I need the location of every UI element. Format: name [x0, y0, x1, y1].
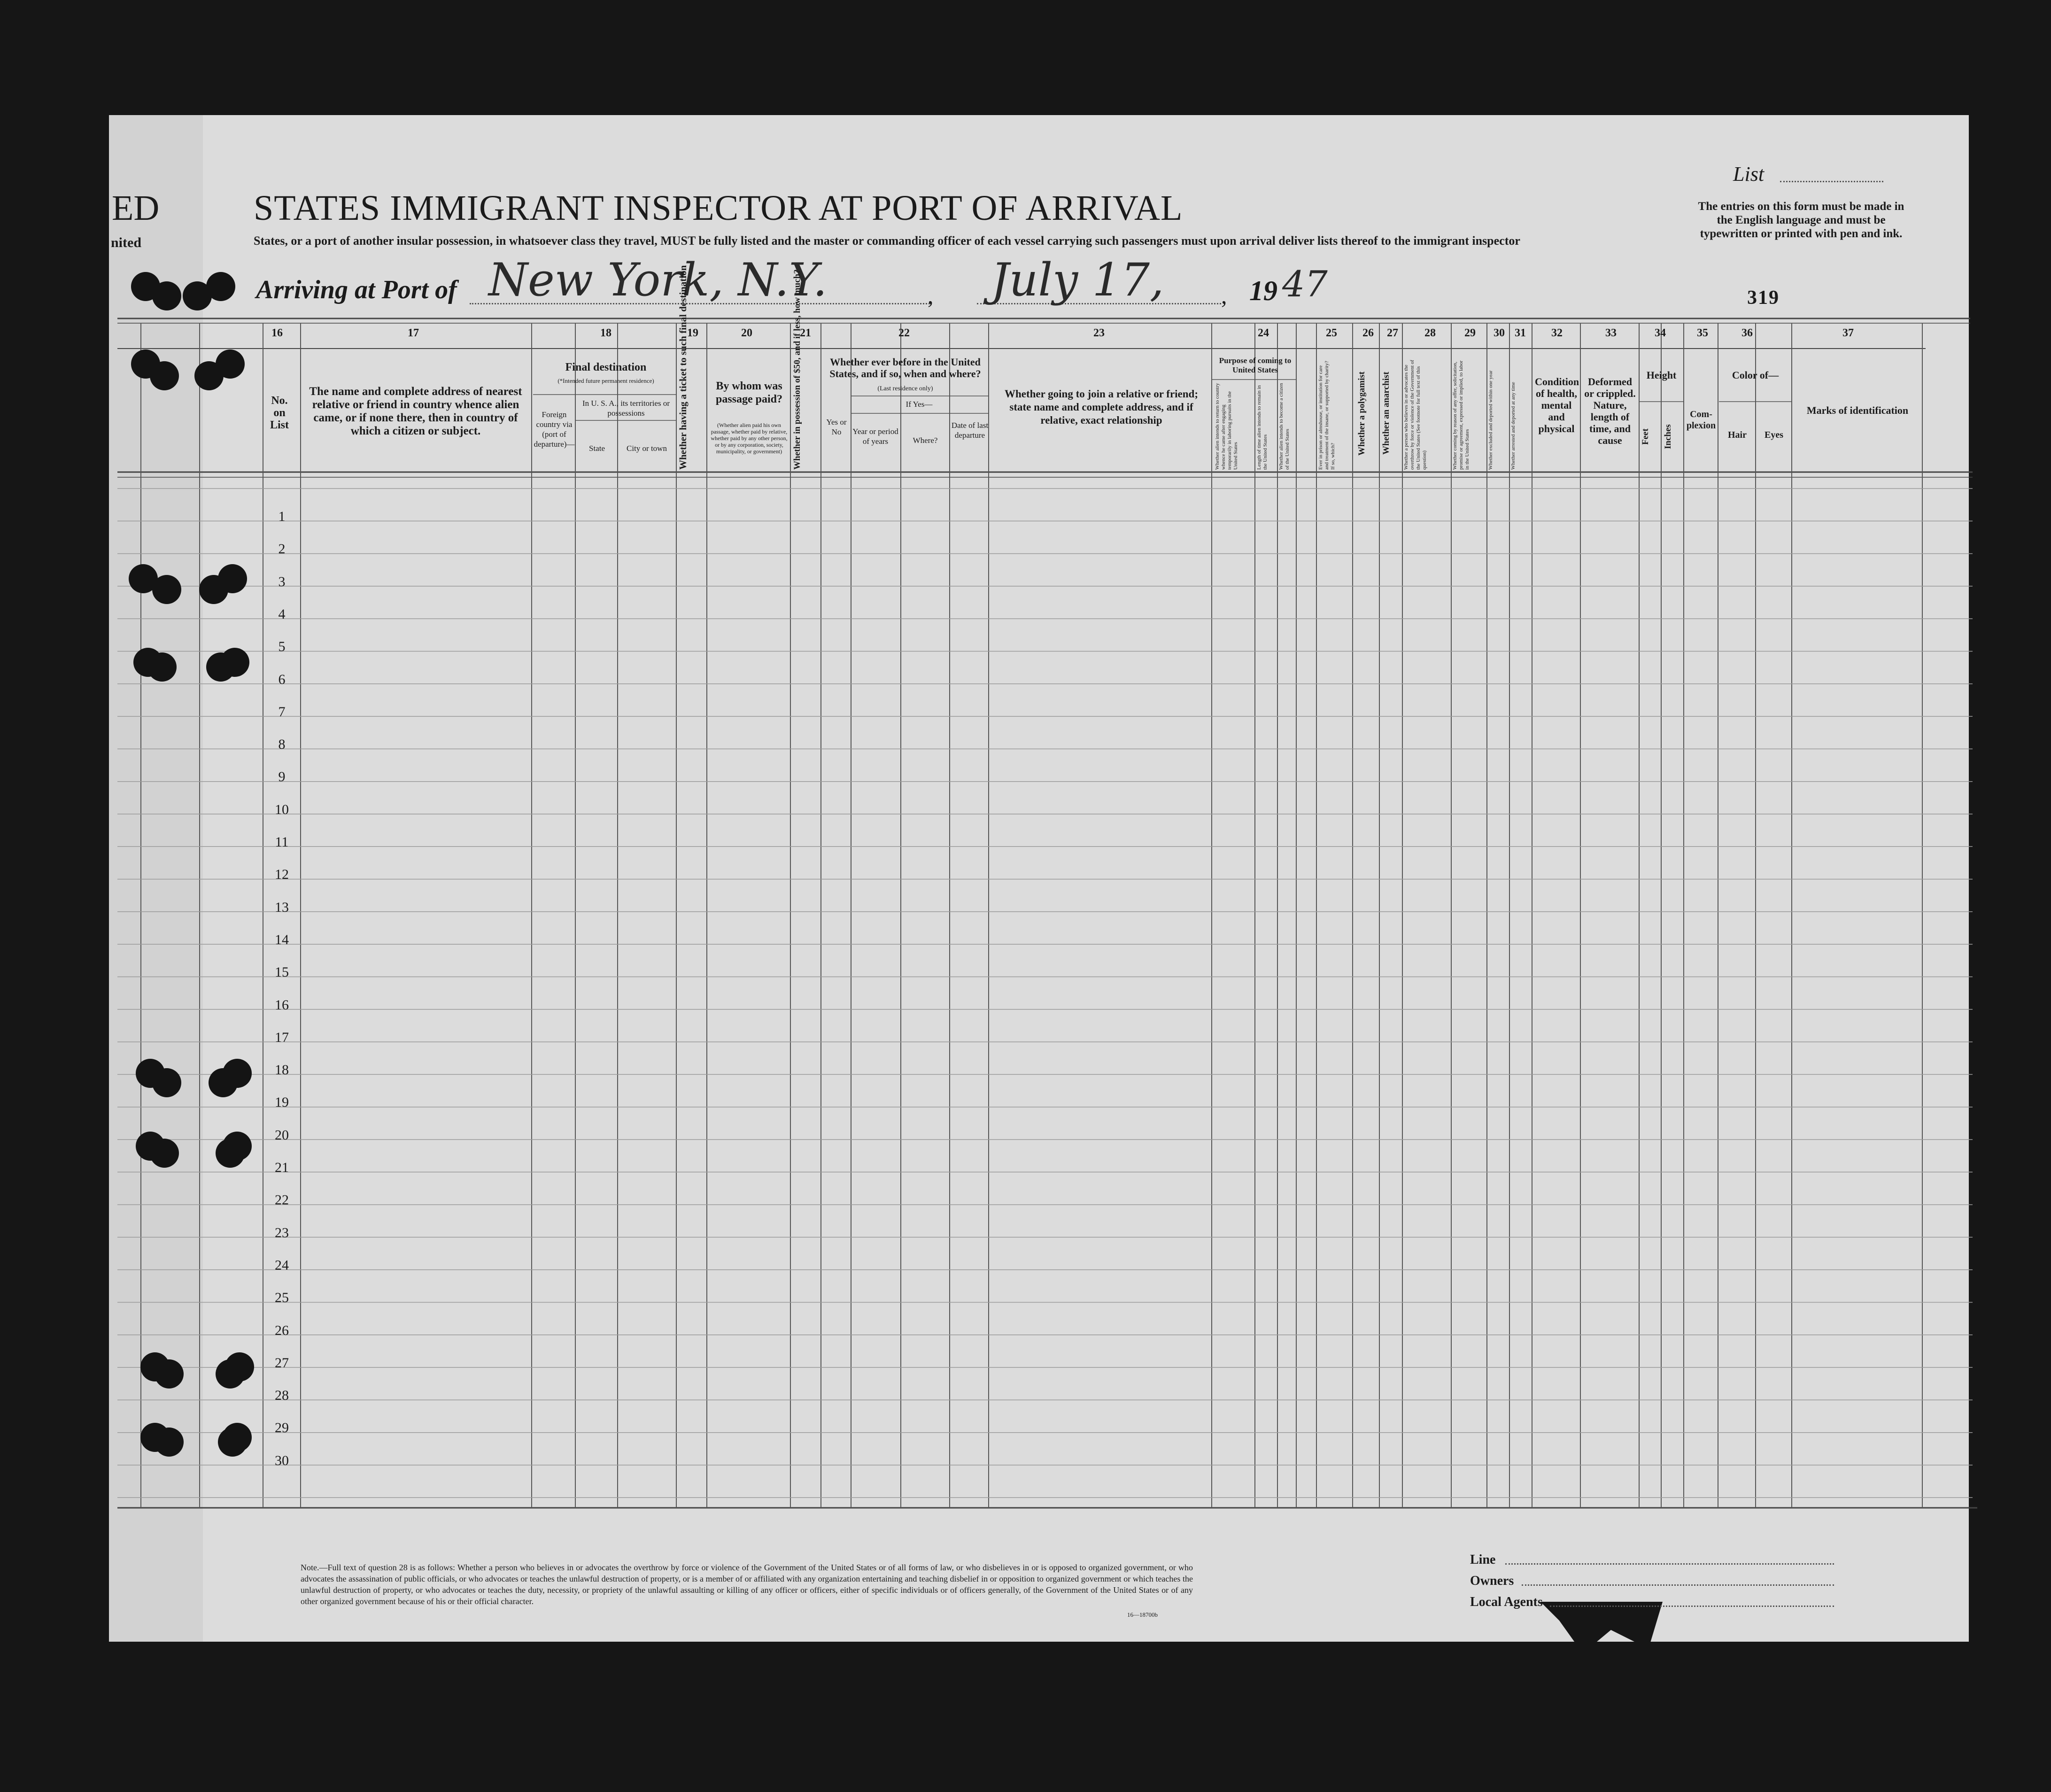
punch-hole — [152, 281, 181, 310]
header-passage-paid: By whom was passage paid? — [715, 380, 783, 405]
row-number: 8 — [278, 737, 286, 752]
header-complexion: Com-plexion — [1686, 409, 1716, 431]
col-num-18: 18 — [600, 327, 611, 339]
punch-hole — [218, 564, 247, 593]
row-number: 5 — [278, 639, 286, 655]
row-number: 30 — [275, 1452, 289, 1468]
header-hair: Hair — [1728, 430, 1747, 440]
row-number: 1 — [278, 509, 286, 524]
left-fragment-word: nited — [111, 235, 142, 250]
header-date-last-departure: Date of last departure — [951, 421, 989, 440]
row-number: 4 — [278, 606, 286, 622]
header-purpose-citizen: Whether alien intends to become a citizen of the United States — [1278, 383, 1290, 470]
page-number: 319 — [1747, 287, 1780, 309]
header-city: City or town — [627, 444, 667, 453]
header-nearest-relative: The name and complete address of nearest relative or friend in country whence alien came, or if none there, then in country of which a citizen or subject. — [309, 385, 522, 437]
punch-hole — [152, 575, 181, 604]
punch-hole — [155, 1359, 184, 1389]
comma-2: , — [1221, 282, 1227, 309]
row-number: 23 — [275, 1225, 289, 1241]
header-where: Where? — [913, 436, 938, 445]
year-handwritten: 47 — [1282, 263, 1328, 305]
col-num-26: 26 — [1362, 327, 1374, 339]
footnote-question-28: Note.—Full text of question 28 is as follows: Whether a person who believes in or advocates the overthrow by force or violence of the Government of the United States or of all forms of law, or who disbelieves in or is opposed to organized government, or who advocates the assassination of public officials, or who advocates or teaches the unlawful destruction of property, or is a member of or affiliated with any organization entertaining and teaching disbelief in or opposition to organized government or which teaches the unlawful destruction of property, or who advocates or teaches the duty, necessity, or propriety of the unlawful assaulting or killing of any officer or officers, either of specific individuals or of officers generally, of the Government of the United States or of any other organized government because of his or their official character. — [301, 1563, 1193, 1606]
line-field — [1505, 1563, 1834, 1565]
col-num-35: 35 — [1697, 327, 1708, 339]
header-yes-or-no: Yes or No — [826, 418, 847, 436]
header-purpose-length: Length of time alien intends to remain in the United States — [1256, 385, 1268, 470]
header-condition: Condition of health, mental and physical — [1535, 376, 1579, 434]
header-final-destination: Final destination — [565, 361, 647, 373]
punch-hole — [152, 1068, 181, 1097]
col-num-20: 20 — [741, 327, 752, 339]
punch-hole — [223, 1423, 252, 1452]
year-printed: 19 — [1249, 275, 1277, 306]
title-fragment: ED — [112, 188, 160, 228]
header-in-usa: In U. S. A., its territories or possessions — [582, 399, 670, 418]
header-purpose-return: Whether alien intends to return to country whence he came after engaging temporarily in laboring pursuits in the United States — [1215, 383, 1238, 470]
header-inches: Inches — [1663, 424, 1673, 450]
header-marks: Marks of identification — [1806, 404, 1909, 416]
header-eyes: Eyes — [1765, 430, 1783, 440]
header-year-or-period: Year or period of years — [852, 427, 898, 446]
comma: , — [928, 282, 934, 309]
punch-hole — [206, 272, 235, 301]
header-overthrow: Whether a person who believes in or advocates the overthrow by force or violence of the Government of the United States (See footnote for full text of this question) — [1403, 360, 1427, 470]
col-num-36: 36 — [1741, 327, 1753, 339]
row-number: 11 — [275, 834, 289, 850]
punch-hole — [150, 1139, 179, 1168]
header-purpose: Purpose of coming to United States — [1219, 356, 1292, 374]
row-number: 19 — [275, 1094, 289, 1110]
row-number: 22 — [275, 1192, 289, 1208]
col-num-28: 28 — [1424, 327, 1436, 339]
row-number: 25 — [275, 1290, 289, 1306]
header-arrested: Whether arrested and deported at any time — [1510, 382, 1516, 470]
row-number: 14 — [275, 931, 289, 947]
row-number: 12 — [275, 867, 289, 883]
header-ever-before-in-us: Whether ever before in the United States, and if so, when and where? — [829, 356, 981, 380]
header-offer-to-labor: Whether coming by reason of any offer, solicitation, promise or agreement, expressed or implied, to labor in the United States — [1452, 360, 1470, 470]
row-number: 21 — [275, 1160, 289, 1175]
col-num-21: 21 — [800, 327, 811, 339]
header-going-to-join: Whether going to join a relative or friend; state name and complete address, and if relative, exact relationship — [1004, 388, 1199, 426]
page-title: STATES IMMIGRANT INSPECTOR AT PORT OF ARRIVAL — [254, 188, 1183, 228]
date-handwritten: July 17, — [991, 254, 1164, 306]
instructions-note: The entries on this form must be made in the English language and must be typewritten or printed with pen and ink. — [1698, 200, 1904, 240]
col-num-27: 27 — [1387, 327, 1398, 339]
header-passage-paid-note: (Whether alien paid his own passage, whether paid by relative, whether paid by any other person, or by any corporation, society, municipality, or government) — [711, 422, 788, 455]
owners-label: Owners — [1470, 1574, 1514, 1588]
col-num-29: 29 — [1464, 327, 1476, 339]
line-label: Line — [1470, 1552, 1496, 1567]
header-prison: Ever in prison or almshouse, or institution for care and treatment of the insane, or supported by charity? If so, which? — [1318, 361, 1336, 470]
header-color-of: Color of— — [1732, 369, 1779, 381]
header-state: State — [589, 444, 605, 453]
row-number: 24 — [275, 1257, 289, 1273]
list-label: List — [1733, 163, 1765, 186]
row-number: 6 — [278, 671, 286, 687]
local-agents-label: Local Agents — [1470, 1595, 1543, 1609]
row-number: 15 — [275, 964, 289, 980]
row-number: 16 — [275, 997, 289, 1013]
header-height: Height — [1646, 369, 1677, 381]
row-number: 10 — [275, 801, 289, 817]
punch-hole — [155, 1427, 184, 1457]
row-number: 3 — [278, 574, 286, 590]
row-number: 27 — [275, 1355, 289, 1371]
header-if-yes: If Yes— — [906, 400, 933, 409]
row-number: 7 — [278, 704, 286, 720]
row-number: 26 — [275, 1322, 289, 1338]
col-num-19: 19 — [687, 327, 698, 339]
row-number: 13 — [275, 899, 289, 915]
punch-hole — [225, 1352, 254, 1381]
row-number: 18 — [275, 1062, 289, 1078]
col-num-25: 25 — [1326, 327, 1337, 339]
row-number: 9 — [278, 769, 286, 785]
row-number: 20 — [275, 1127, 289, 1143]
col-num-17: 17 — [408, 327, 419, 339]
punch-hole — [147, 652, 177, 682]
header-polygamist: Whether a polygamist — [1357, 371, 1367, 456]
row-number: 29 — [275, 1420, 289, 1436]
header-final-destination-note: (*Intended future permanent residence) — [557, 377, 654, 384]
col-num-30: 30 — [1494, 327, 1505, 339]
header-anarchist: Whether an anarchist — [1381, 372, 1391, 455]
header-excluded: Whether excluded and deported within one year — [1488, 370, 1494, 470]
local-agents-field — [1550, 1606, 1834, 1607]
punch-hole — [223, 1059, 252, 1088]
col-num-24: 24 — [1258, 327, 1269, 339]
punch-hole — [150, 361, 179, 390]
punch-hole — [223, 1132, 252, 1161]
col-num-33: 33 — [1605, 327, 1617, 339]
col-num-37: 37 — [1842, 327, 1854, 339]
punch-hole — [216, 349, 245, 379]
col-num-32: 32 — [1551, 327, 1563, 339]
header-fifty-dollars: Whether in possession of $50, and if less, how much? — [792, 269, 802, 470]
row-number: 28 — [275, 1388, 289, 1404]
arriving-label: Arriving at Port of — [256, 275, 457, 304]
col-num-34: 34 — [1655, 327, 1666, 339]
row-number: 2 — [278, 541, 286, 557]
owners-field — [1522, 1584, 1834, 1586]
header-foreign-country: Foreign country via (port of departure)— — [534, 410, 575, 449]
header-no-on-list: No. on List — [270, 395, 289, 431]
header-ever-before-note: (Last residence only) — [877, 385, 933, 392]
col-num-22: 22 — [898, 327, 910, 339]
header-feet: Feet — [1641, 428, 1650, 445]
header-deformed: Deformed or crippled. Nature, length of time, and cause — [1584, 376, 1636, 446]
col-num-16: 16 — [271, 327, 283, 339]
header-ticket: Whether having a ticket to such final destination — [677, 265, 689, 470]
punch-hole — [220, 648, 249, 677]
form-code: 16—18700b — [1127, 1611, 1158, 1618]
port-handwritten: New York, N.Y. — [488, 254, 828, 306]
row-number: 17 — [275, 1029, 289, 1045]
col-num-31: 31 — [1515, 327, 1526, 339]
page-subtitle: States, or a port of another insular possession, in whatsoever class they travel, MUST be fully listed and the master or commanding officer of each vessel carrying such passengers must upon arrival deliver lists thereof to the immigrant inspector — [254, 234, 1520, 248]
col-num-23: 23 — [1093, 327, 1105, 339]
